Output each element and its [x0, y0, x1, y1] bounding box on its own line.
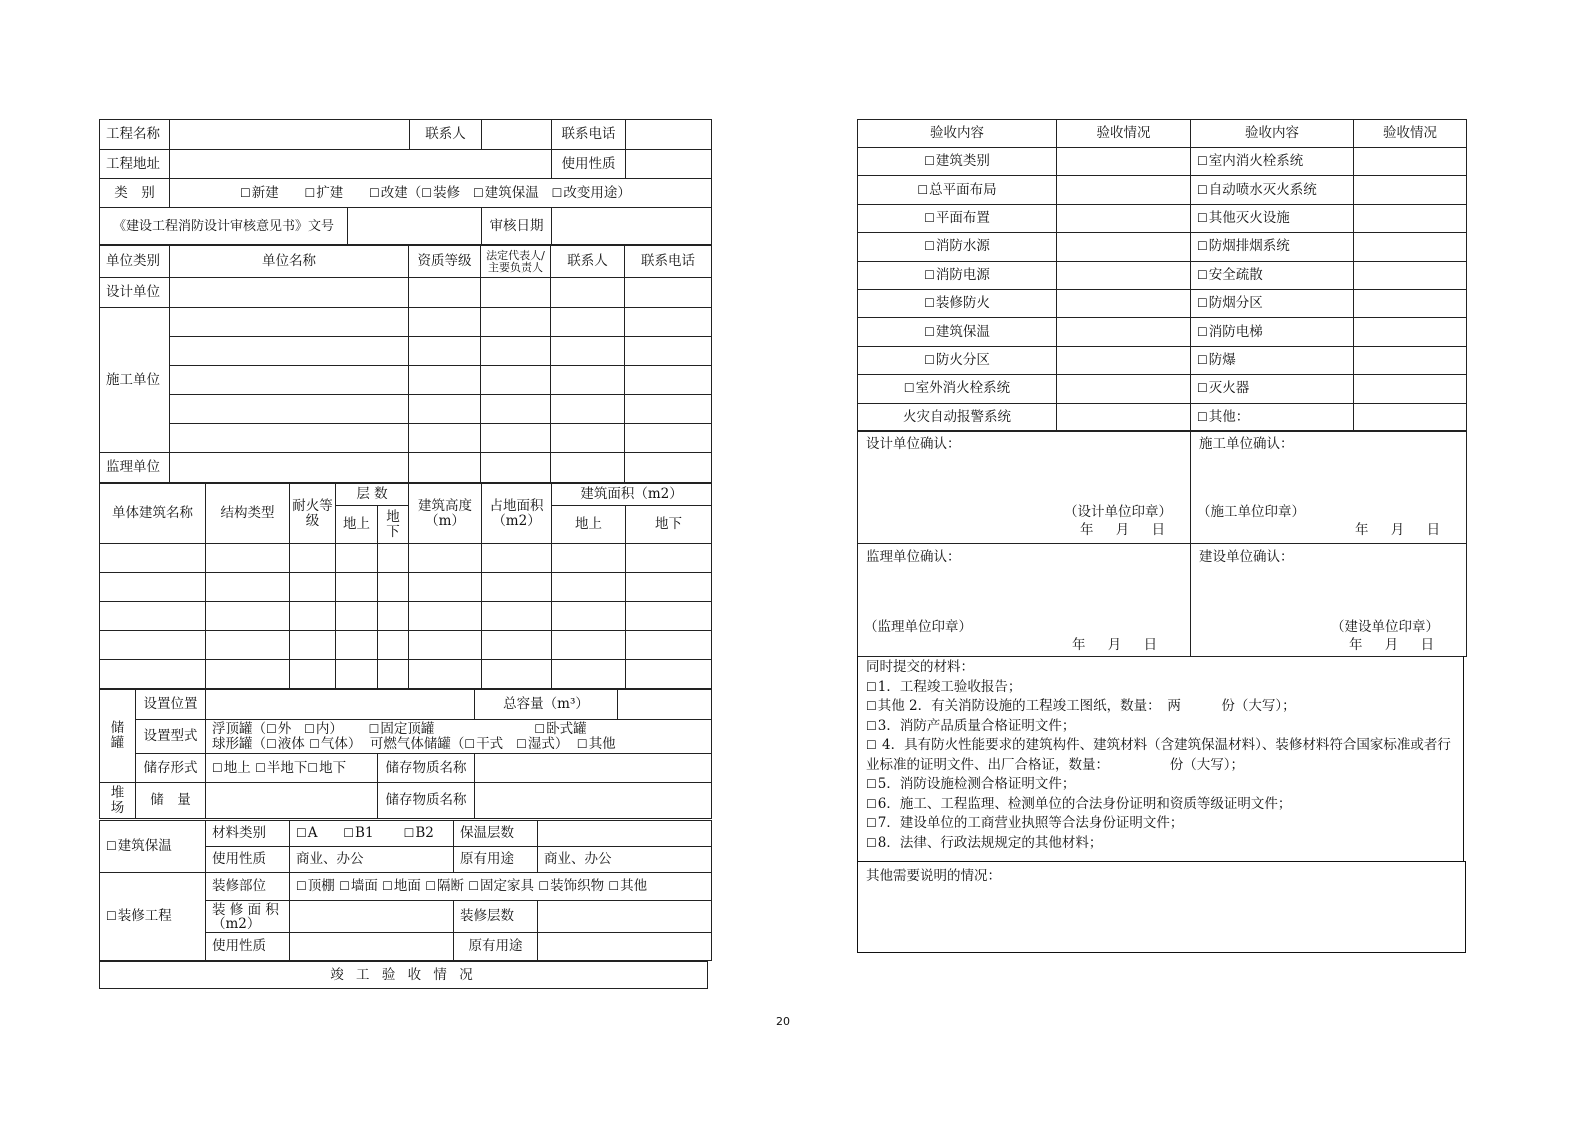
decor-ceiling-checkbox[interactable]: ☐ 顶棚 — [296, 878, 335, 894]
supervise-date: 年 月 日 — [1072, 637, 1158, 653]
total-volume-field[interactable] — [618, 690, 712, 720]
material-item-4[interactable]: ☐ 4．具有防火性能要求的建筑构件、建筑材料（含建筑保温材料）、装修材料符合国家标准或者行业标准的证明文件、出厂合格证，数量： 份（大写）； — [866, 736, 1455, 775]
material-item-3[interactable]: ☐ 3．消防产品质量合格证明文件； — [866, 717, 1455, 737]
audit-doc-field[interactable] — [348, 208, 482, 245]
tank-dry-checkbox[interactable]: ☐ 干式 — [464, 736, 503, 752]
acceptance-status-cell-2[interactable] — [1354, 403, 1467, 431]
building-cell[interactable] — [482, 631, 552, 660]
acceptance-row — [858, 176, 1467, 204]
acceptance-status-cell[interactable] — [1057, 346, 1191, 374]
floors-header: 层 数 — [336, 484, 409, 506]
build-stamp: （建设单位印章） — [1331, 619, 1439, 635]
floors-above-header: 地上 — [336, 506, 378, 544]
yard-label: 堆场 — [100, 783, 136, 819]
height-header: 建筑高度（m） — [409, 484, 482, 544]
area-below-header: 地下 — [626, 506, 712, 544]
area-above-header: 地上 — [552, 506, 626, 544]
fire-rating-header: 耐火等级 — [290, 484, 336, 544]
construction-unit-cell[interactable] — [170, 337, 409, 366]
construction-unit-cell[interactable] — [625, 308, 712, 337]
building-cell[interactable] — [378, 602, 409, 631]
acceptance-item-2[interactable]: ☐ 消防电梯 — [1191, 318, 1354, 346]
acceptance-item-2[interactable]: ☐ 室内消火栓系统 — [1191, 148, 1354, 176]
tank-wet-checkbox[interactable]: ☐ 湿式） — [516, 736, 568, 752]
storage-semi-checkbox[interactable]: ☐ 半地下 — [255, 760, 307, 776]
insulation-label — [100, 821, 206, 873]
confirmation-table — [857, 430, 1467, 657]
supervise-confirm-cell[interactable] — [858, 544, 1191, 657]
supervision-unit-cell[interactable] — [625, 453, 712, 483]
tank-inner-checkbox[interactable]: ☐ 内） — [304, 721, 343, 737]
acceptance-status-cell-2[interactable] — [1354, 148, 1467, 176]
acceptance-item-2[interactable]: ☐ 灭火器 — [1191, 375, 1354, 403]
construction-unit-label: 施工单位 — [100, 308, 170, 453]
building-cell[interactable] — [290, 602, 336, 631]
materials-block — [857, 656, 1464, 862]
decor-area-field[interactable] — [290, 901, 454, 933]
design-unit-phone[interactable] — [625, 278, 712, 308]
building-cell[interactable] — [100, 544, 206, 573]
decor-original-field[interactable] — [538, 933, 712, 961]
material-b2-checkbox[interactable]: ☐ B2 — [404, 825, 434, 841]
acceptance-status-cell[interactable] — [1057, 289, 1191, 317]
building-cell[interactable] — [378, 573, 409, 602]
acceptance-item[interactable]: ☐ 建筑类别 — [858, 148, 1057, 176]
decor-area-label: 装 修 面 积（m2） — [206, 901, 290, 933]
construction-unit-cell[interactable] — [409, 395, 481, 424]
building-cell[interactable] — [206, 544, 290, 573]
decor-other-checkbox[interactable]: ☐ 其他 — [608, 878, 647, 894]
acceptance-status-cell[interactable] — [1057, 261, 1191, 289]
decor-layers-field[interactable] — [538, 901, 712, 933]
address-label: 工程地址 — [100, 150, 170, 179]
unit-phone-header: 联系电话 — [625, 246, 712, 278]
supervision-unit-cell[interactable] — [551, 453, 625, 483]
tank-setup-type-label: 设置型式 — [136, 720, 206, 754]
total-volume-label: 总容量（m³） — [475, 690, 618, 720]
building-cell[interactable] — [378, 660, 409, 689]
tank-fixed-checkbox[interactable]: ☐ 固定顶罐 — [369, 721, 435, 737]
building-cell[interactable] — [409, 631, 482, 660]
acceptance-row — [858, 375, 1467, 403]
supervision-unit-cell[interactable] — [409, 453, 481, 483]
construction-unit-cell[interactable] — [170, 366, 409, 395]
construction-unit-cell[interactable] — [409, 337, 481, 366]
tank-spherical-label: 球形罐（ — [212, 735, 266, 752]
construction-unit-cell[interactable] — [551, 308, 625, 337]
category-change-use-checkbox[interactable]: ☐ 改变用途） — [552, 185, 631, 201]
usage-label: 使用性质 — [552, 150, 626, 179]
supervise-stamp: （监理单位印章） — [864, 619, 972, 635]
construction-unit-cell[interactable] — [409, 308, 481, 337]
supervise-confirm-label: 监理单位确认： — [866, 549, 961, 565]
building-cell[interactable] — [626, 573, 712, 602]
building-cell[interactable] — [378, 544, 409, 573]
decor-usage-label: 使用性质 — [206, 933, 290, 961]
construct-date: 年 月 日 — [1355, 522, 1441, 538]
construction-unit-cell[interactable] — [551, 337, 625, 366]
construct-confirm-cell[interactable] — [1191, 431, 1467, 544]
acceptance-content-header: 验收内容 — [858, 120, 1057, 148]
buildings-table — [99, 483, 712, 689]
original-use-value[interactable]: 商业、办公 — [538, 847, 712, 873]
decor-textile-checkbox[interactable]: ☐ 装饰织物 — [538, 878, 604, 894]
material-item-6[interactable]: ☐ 6．施工、工程监理、检测单位的合法身份证明和资质等级证明文件； — [866, 795, 1455, 815]
acceptance-status-cell[interactable] — [1057, 176, 1191, 204]
usage-field[interactable] — [626, 150, 712, 179]
construction-unit-cell[interactable] — [481, 424, 551, 453]
design-unit-legal[interactable] — [481, 278, 551, 308]
audit-date-field[interactable] — [552, 208, 712, 245]
material-item-8[interactable]: ☐ 8．法律、行政法规规定的其他材料； — [866, 834, 1455, 854]
construction-unit-cell[interactable] — [625, 366, 712, 395]
category-expand-checkbox[interactable]: ☐ 扩建 — [305, 185, 344, 201]
acceptance-status-header-2: 验收情况 — [1354, 120, 1467, 148]
building-cell[interactable] — [290, 631, 336, 660]
building-cell[interactable] — [378, 631, 409, 660]
acceptance-status-cell[interactable] — [1057, 204, 1191, 232]
acceptance-item[interactable]: ☐ 装修防火 — [858, 289, 1057, 317]
building-cell[interactable] — [336, 544, 378, 573]
yard-material-label: 储存物质名称 — [378, 783, 475, 819]
design-unit-label: 设计单位 — [100, 278, 170, 308]
acceptance-row — [858, 261, 1467, 289]
acceptance-status-cell[interactable] — [1057, 375, 1191, 403]
category-new-checkbox[interactable]: ☐ 新建 — [240, 185, 279, 201]
acceptance-item[interactable]: ☐ 平面布置 — [858, 204, 1057, 232]
units-table — [99, 245, 712, 483]
acceptance-content-header-2: 验收内容 — [1191, 120, 1354, 148]
storage-form-label: 储存形式 — [136, 754, 206, 783]
usage-nature-label: 使用性质 — [206, 847, 290, 873]
category-insulation-checkbox[interactable]: ☐ 建筑保温 — [473, 185, 539, 201]
tank-position-label: 设置位置 — [136, 690, 206, 720]
design-confirm-label: 设计单位确认： — [866, 436, 961, 452]
unit-name-header: 单位名称 — [170, 246, 409, 278]
acceptance-status-cell-2[interactable] — [1354, 204, 1467, 232]
decor-original-label: 原有用途 — [454, 933, 538, 961]
construction-unit-cell[interactable] — [481, 308, 551, 337]
floor-area-header: 建筑面积（m2） — [552, 484, 712, 506]
acceptance-status-cell[interactable] — [1057, 233, 1191, 261]
decor-parts-options — [290, 873, 712, 901]
building-cell[interactable] — [626, 631, 712, 660]
material-b1-checkbox[interactable]: ☐ B1 — [343, 825, 373, 841]
construction-unit-cell[interactable] — [170, 308, 409, 337]
acceptance-status-cell-2[interactable] — [1354, 261, 1467, 289]
construct-confirm-label: 施工单位确认： — [1199, 436, 1294, 452]
stored-material-label: 储存物质名称 — [378, 754, 475, 783]
design-date: 年 月 日 — [1080, 522, 1166, 538]
storage-qty-label: 储 量 — [136, 783, 206, 819]
unit-grade-header: 资质等级 — [409, 246, 481, 278]
acceptance-item[interactable]: 火灾自动报警系统 — [858, 403, 1057, 431]
construction-unit-cell[interactable] — [481, 337, 551, 366]
material-item-2[interactable]: ☐ 其他 2．有关消防设施的工程竣工图纸，数量： 两 份（大写）； — [866, 697, 1455, 717]
tanks-table — [99, 689, 712, 819]
original-use-label: 原有用途 — [454, 847, 538, 873]
building-cell[interactable] — [626, 602, 712, 631]
acceptance-row — [858, 233, 1467, 261]
building-cell[interactable] — [100, 602, 206, 631]
project-name-label: 工程名称 — [100, 120, 170, 150]
construction-unit-cell[interactable] — [170, 424, 409, 453]
acceptance-item[interactable]: ☐ 室外消火栓系统 — [858, 375, 1057, 403]
building-cell[interactable] — [206, 573, 290, 602]
construction-unit-cell[interactable] — [170, 395, 409, 424]
tank-outer-checkbox[interactable]: ☐ 外 — [266, 721, 291, 737]
tank-horizontal-checkbox[interactable]: ☐ 卧式罐 — [534, 721, 586, 737]
construction-unit-cell[interactable] — [409, 366, 481, 395]
building-cell[interactable] — [409, 573, 482, 602]
storage-qty-field[interactable] — [206, 783, 378, 819]
decor-partition-checkbox[interactable]: ☐ 隔断 — [425, 878, 464, 894]
decor-usage-field[interactable] — [290, 933, 454, 961]
category-rebuild-checkbox[interactable]: ☐ 改建（ — [369, 185, 421, 201]
building-cell[interactable] — [626, 660, 712, 689]
page-number: 20 — [776, 1015, 790, 1028]
building-cell[interactable] — [206, 660, 290, 689]
design-unit-grade[interactable] — [409, 278, 481, 308]
construction-unit-cell[interactable] — [551, 366, 625, 395]
building-cell[interactable] — [482, 573, 552, 602]
construction-unit-cell[interactable] — [481, 395, 551, 424]
supervision-unit-cell[interactable] — [481, 453, 551, 483]
category-decor-checkbox[interactable]: ☐ 装修 — [421, 185, 460, 201]
acceptance-status-cell-2[interactable] — [1354, 233, 1467, 261]
material-item-7[interactable]: ☐ 7．建设单位的工商营业执照等合法身份证明文件； — [866, 814, 1455, 834]
construction-unit-cell[interactable] — [625, 337, 712, 366]
acceptance-row — [858, 289, 1467, 317]
design-stamp: （设计单位印章） — [1064, 504, 1172, 520]
tank-floating-label: 浮顶罐（ — [212, 720, 266, 737]
building-cell[interactable] — [336, 631, 378, 660]
stored-material-field[interactable] — [475, 754, 712, 783]
acceptance-row — [858, 318, 1467, 346]
acceptance-item[interactable]: ☐ 防火分区 — [858, 346, 1057, 374]
acceptance-item[interactable]: ☐ 总平面布局 — [858, 176, 1057, 204]
construct-stamp: （施工单位印章） — [1197, 504, 1305, 520]
construction-unit-cell[interactable] — [409, 424, 481, 453]
construction-unit-cell[interactable] — [551, 395, 625, 424]
building-cell[interactable] — [100, 573, 206, 602]
insulation-decoration-table — [99, 820, 712, 961]
tank-combustible-label: 可燃气体储罐（ — [369, 735, 465, 752]
material-class-label: 材料类别 — [206, 821, 290, 847]
decor-layers-label: 装修层数 — [454, 901, 538, 933]
audit-doc-table — [99, 207, 712, 245]
building-cell[interactable] — [552, 660, 626, 689]
acceptance-item-2[interactable]: ☐ 安全疏散 — [1191, 261, 1354, 289]
tank-type-options — [206, 720, 712, 754]
project-info-table — [99, 119, 712, 208]
usage-nature-value[interactable]: 商业、办公 — [290, 847, 454, 873]
project-name-field[interactable] — [170, 120, 410, 150]
building-cell[interactable] — [482, 602, 552, 631]
tank-label: 储罐 — [100, 690, 136, 783]
supervision-unit-cell[interactable] — [170, 453, 409, 483]
acceptance-rows — [858, 148, 1467, 432]
construction-unit-cell[interactable] — [625, 395, 712, 424]
building-cell[interactable] — [482, 660, 552, 689]
building-cell[interactable] — [552, 631, 626, 660]
acceptance-status-header: 验收情况 — [1057, 120, 1191, 148]
floors-below-header: 地下 — [378, 506, 409, 544]
construction-unit-cell[interactable] — [481, 366, 551, 395]
building-cell[interactable] — [409, 544, 482, 573]
tank-position-field[interactable] — [206, 690, 475, 720]
tank-liquid-checkbox[interactable]: ☐ 液体 — [266, 736, 305, 752]
completion-title: 竣 工 验 收 情 况 — [100, 962, 708, 989]
acceptance-item[interactable]: ☐ 消防电源 — [858, 261, 1057, 289]
decor-parts-label: 装修部位 — [206, 873, 290, 901]
storage-below-checkbox[interactable]: ☐ 地下 — [307, 760, 346, 776]
phone-label: 联系电话 — [552, 120, 626, 150]
acceptance-item-2[interactable]: ☐ 防烟分区 — [1191, 289, 1354, 317]
material-class-options — [290, 821, 454, 847]
decoration-label — [100, 873, 206, 961]
acceptance-item-2[interactable]: ☐ 其他： — [1191, 403, 1354, 431]
building-cell[interactable] — [100, 631, 206, 660]
acceptance-item-2[interactable]: ☐ 其他灭火设施 — [1191, 204, 1354, 232]
building-cell[interactable] — [206, 602, 290, 631]
acceptance-row — [858, 403, 1467, 431]
building-cell[interactable] — [552, 602, 626, 631]
supervision-unit-label: 监理单位 — [100, 453, 170, 483]
building-cell[interactable] — [336, 573, 378, 602]
contact-field[interactable] — [482, 120, 552, 150]
insulation-checkbox[interactable]: ☐ 建筑保温 — [106, 838, 172, 854]
audit-date-label: 审核日期 — [482, 208, 552, 245]
materials-title: 同时提交的材料： — [866, 659, 974, 675]
category-label: 类 别 — [100, 179, 170, 208]
acceptance-item-2[interactable]: ☐ 自动喷水灭火系统 — [1191, 176, 1354, 204]
acceptance-status-cell[interactable] — [1057, 148, 1191, 176]
material-item-1[interactable]: ☐ 1．工程竣工验收报告； — [866, 678, 1455, 698]
category-options — [170, 179, 712, 208]
build-confirm-label: 建设单位确认： — [1199, 549, 1294, 565]
tank-gas-checkbox[interactable]: ☐ 气体） — [309, 736, 361, 752]
yard-material-field[interactable] — [475, 783, 712, 819]
building-cell[interactable] — [409, 602, 482, 631]
other-notes-label: 其他需要说明的情况： — [866, 868, 1001, 884]
decoration-checkbox[interactable]: ☐ 装修工程 — [106, 908, 172, 924]
audit-doc-label: 《建设工程消防设计审核意见书》文号 — [100, 208, 348, 245]
building-cell[interactable] — [336, 660, 378, 689]
acceptance-item-2[interactable]: ☐ 防爆 — [1191, 346, 1354, 374]
acceptance-status-cell-2[interactable] — [1354, 176, 1467, 204]
acceptance-status-cell-2[interactable] — [1354, 375, 1467, 403]
building-name-header: 单体建筑名称 — [100, 484, 206, 544]
building-cell[interactable] — [290, 660, 336, 689]
acceptance-status-cell-2[interactable] — [1354, 289, 1467, 317]
phone-field[interactable] — [626, 120, 712, 150]
insulation-layers-label: 保温层数 — [454, 821, 538, 847]
acceptance-row — [858, 346, 1467, 374]
building-cell[interactable] — [552, 573, 626, 602]
building-cell[interactable] — [409, 660, 482, 689]
land-area-header: 占地面积（m2） — [482, 484, 552, 544]
contact-label: 联系人 — [410, 120, 482, 150]
acceptance-item[interactable]: ☐ 建筑保温 — [858, 318, 1057, 346]
acceptance-status-cell-2[interactable] — [1354, 346, 1467, 374]
decor-furniture-checkbox[interactable]: ☐ 固定家具 — [468, 878, 534, 894]
design-unit-contact[interactable] — [551, 278, 625, 308]
storage-form-options — [206, 754, 378, 783]
acceptance-status-cell[interactable] — [1057, 318, 1191, 346]
address-field[interactable] — [170, 150, 552, 179]
acceptance-row — [858, 204, 1467, 232]
building-cell[interactable] — [336, 602, 378, 631]
acceptance-row — [858, 148, 1467, 176]
build-date: 年 月 日 — [1349, 637, 1435, 653]
building-cell[interactable] — [626, 544, 712, 573]
tank-other-checkbox[interactable]: ☐ 其他 — [577, 736, 616, 752]
building-cell[interactable] — [100, 660, 206, 689]
build-confirm-cell[interactable] — [1191, 544, 1467, 657]
insulation-layers-field[interactable] — [538, 821, 712, 847]
acceptance-status-cell[interactable] — [1057, 403, 1191, 431]
material-a-checkbox[interactable]: ☐ A — [296, 825, 318, 841]
other-notes-block[interactable] — [857, 861, 1466, 953]
structure-header: 结构类型 — [206, 484, 290, 544]
decor-floor-checkbox[interactable]: ☐ 地面 — [382, 878, 421, 894]
completion-title-table — [99, 961, 708, 989]
building-cell[interactable] — [482, 544, 552, 573]
material-item-5[interactable]: ☐ 5．消防设施检测合格证明文件； — [866, 775, 1455, 795]
construction-unit-cell[interactable] — [625, 424, 712, 453]
acceptance-table — [857, 119, 1467, 432]
acceptance-item[interactable]: ☐ 消防水源 — [858, 233, 1057, 261]
unit-legal-header: 法定代表人/主要负责人 — [481, 246, 551, 278]
acceptance-item-2[interactable]: ☐ 防烟排烟系统 — [1191, 233, 1354, 261]
acceptance-status-cell-2[interactable] — [1354, 318, 1467, 346]
design-unit-name[interactable] — [170, 278, 409, 308]
building-cell[interactable] — [290, 573, 336, 602]
building-cell[interactable] — [290, 544, 336, 573]
unit-type-header: 单位类别 — [100, 246, 170, 278]
storage-above-checkbox[interactable]: ☐ 地上 — [212, 760, 251, 776]
construction-unit-cell[interactable] — [551, 424, 625, 453]
unit-contact-header: 联系人 — [551, 246, 625, 278]
decor-wall-checkbox[interactable]: ☐ 墙面 — [339, 878, 378, 894]
design-confirm-cell[interactable] — [858, 431, 1191, 544]
building-cell[interactable] — [206, 631, 290, 660]
building-cell[interactable] — [552, 544, 626, 573]
